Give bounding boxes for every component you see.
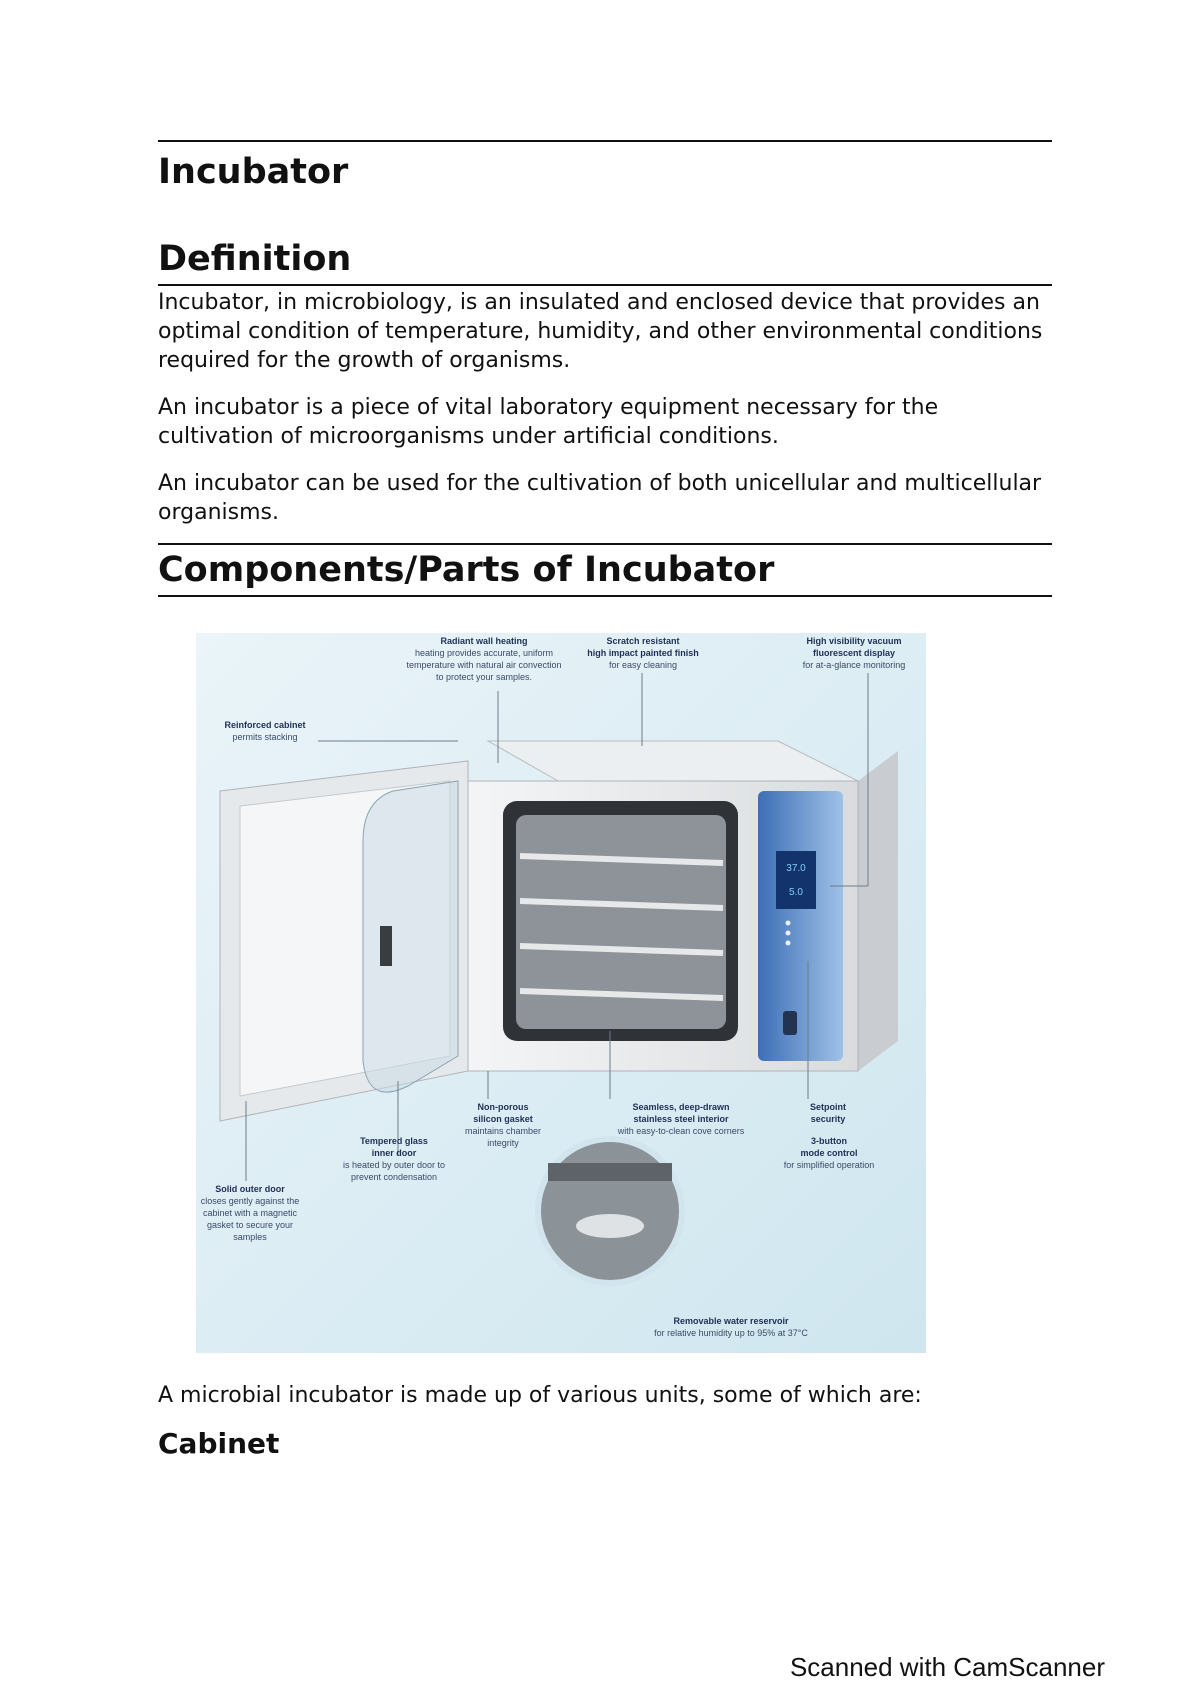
components-heading: Components/Parts of Incubator (158, 550, 775, 590)
components-intro: A microbial incubator is made up of various units, some of which are: (158, 1383, 922, 1408)
callout-solid-outer-door: Solid outer door closes gently against the cabinet with a magnetic gasket to secure your samples (200, 1184, 300, 1242)
callout-display: High visibility vacuum fluorescent display for at-a-glance monitoring (802, 636, 906, 670)
scanner-watermark: Scanned with CamScanner (789, 1652, 1105, 1682)
callout-tempered-glass: Tempered glass inner door is heated by outer door to prevent condensation (342, 1136, 446, 1182)
definition-paragraph: An incubator is a piece of vital laboratory equipment necessary for the cultivation of microorganisms under artificial conditions. (158, 395, 939, 449)
document-page (158, 140, 1052, 1462)
callout-mode-control: 3-button mode control for simplified operation (783, 1136, 875, 1170)
definition-paragraph: An incubator can be used for the cultivation of both unicellular and multicellular organisms. (158, 471, 1042, 525)
callout-gasket: Non-porous silicon gasket maintains chamber integrity (464, 1102, 542, 1148)
page-title: Incubator (158, 152, 349, 192)
display-reading: 37.0 (786, 863, 806, 874)
callout-scratch-resistant: Scratch resistant high impact painted finish for easy cleaning (587, 636, 699, 670)
definition-heading: Definition (158, 236, 1052, 286)
definition-body (158, 288, 1052, 527)
incubator-diagram (158, 601, 1052, 1353)
callout-water-reservoir: Removable water reservoir for relative humidity up to 95% at 37°C (654, 1316, 808, 1338)
cabinet-heading: Cabinet (158, 1427, 280, 1460)
callout-steel-interior: Seamless, deep-drawn stainless steel interior with easy-to-clean cove corners (617, 1102, 745, 1136)
top-rule (158, 140, 1052, 142)
callout-setpoint: Setpoint security (810, 1102, 846, 1124)
callout-radiant-wall-heating: Radiant wall heating heating provides accurate, uniform temperature with natural air convection to protect your samples. (406, 636, 562, 682)
definition-paragraph: Incubator, in microbiology, is an insulated and enclosed device that provides an optimal condition of temperature, humidity, and other environmental conditions required for the growth of organisms. (158, 290, 1043, 373)
callout-reinforced-cabinet: Reinforced cabinet permits stacking (224, 720, 306, 742)
display-reading: 5.0 (789, 887, 803, 898)
components-heading-block (158, 543, 1052, 597)
